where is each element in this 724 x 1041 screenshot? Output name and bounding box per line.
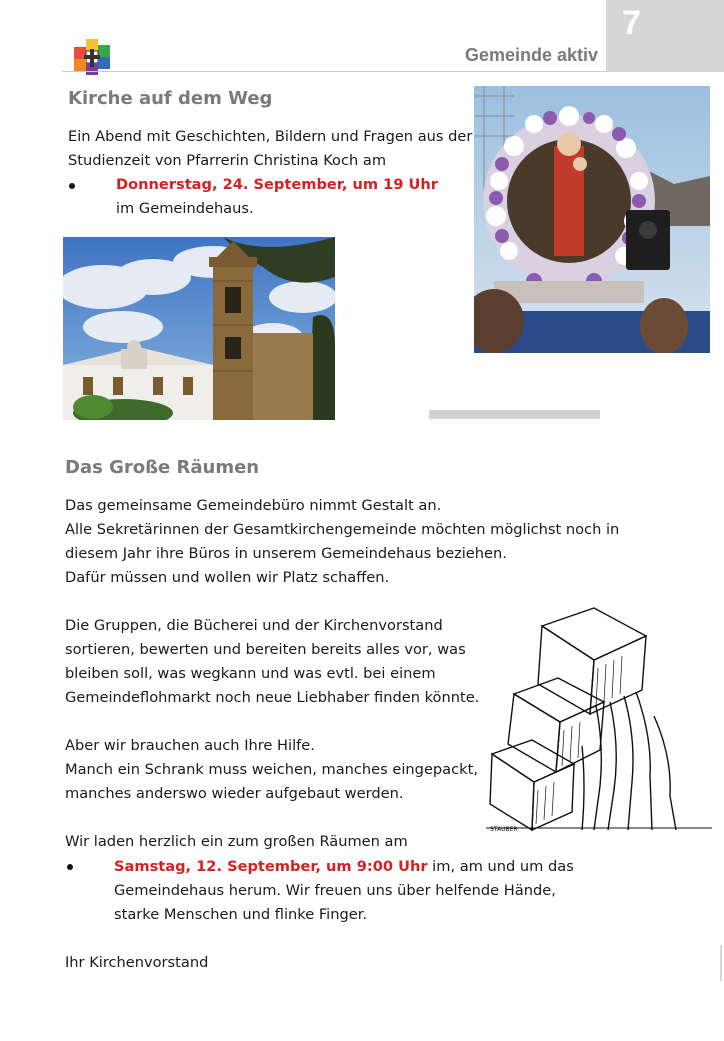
section-title-kirche-auf-dem-weg: Kirche auf dem Weg bbox=[68, 88, 273, 109]
decorative-bar bbox=[429, 410, 600, 419]
paragraph-line: manches anderswo wieder aufgebaut werden. bbox=[65, 785, 404, 802]
bullet-icon bbox=[69, 183, 75, 189]
paragraph-line: Dafür müssen und wollen wir Platz schaffen. bbox=[65, 569, 390, 586]
paragraph-line: Das gemeinsame Gemeindebüro nimmt Gestalt an. bbox=[65, 497, 442, 514]
section1-intro-line: Studienzeit von Pfarrerin Christina Koch am bbox=[68, 152, 387, 169]
event-text: im, am und um das bbox=[427, 858, 574, 875]
section-title-das-grosse-raeumen: Das Große Räumen bbox=[65, 457, 260, 478]
paragraph-line: Die Gruppen, die Bücherei und der Kirchenvorstand bbox=[65, 617, 443, 634]
section2-paragraph-2 bbox=[65, 614, 479, 710]
invite-line: Wir laden herzlich ein zum großen Räumen am bbox=[65, 833, 408, 850]
paragraph-line: Gemeindeflohmarkt noch neue Liebhaber finden könnte. bbox=[65, 689, 480, 706]
section2-invite bbox=[65, 830, 408, 854]
section2-paragraph-3 bbox=[65, 734, 478, 806]
section1-event bbox=[116, 173, 438, 221]
procession-photo bbox=[474, 86, 710, 353]
page-edge-mark bbox=[720, 945, 722, 981]
page-number-tab bbox=[606, 0, 724, 72]
paragraph-line: Manch ein Schrank muss weichen, manches eingepackt, bbox=[65, 761, 478, 778]
drawing-signature: STAUBER bbox=[490, 826, 518, 833]
event-date-highlight: Samstag, 12. September, um 9:00 Uhr bbox=[114, 858, 428, 875]
church-tower-photo bbox=[63, 237, 335, 420]
event-location: im Gemeindehaus. bbox=[116, 200, 254, 217]
page-number: 7 bbox=[622, 4, 641, 42]
event-date-highlight: Donnerstag, 24. September, um 19 Uhr bbox=[116, 176, 438, 193]
section2-paragraph-1 bbox=[65, 494, 619, 590]
section2-signature bbox=[65, 951, 208, 975]
signature-line: Ihr Kirchenvorstand bbox=[65, 954, 209, 971]
section1-intro-line: Ein Abend mit Geschichten, Bildern und Fragen aus der bbox=[68, 128, 473, 145]
bullet-icon bbox=[67, 864, 73, 870]
event-text: starke Menschen und flinke Finger. bbox=[114, 906, 368, 923]
header-title: Gemeinde aktiv bbox=[464, 45, 598, 65]
header-divider bbox=[62, 71, 608, 72]
section2-event bbox=[114, 855, 574, 927]
section1-intro bbox=[68, 125, 472, 173]
paragraph-line: Alle Sekretärinnen der Gesamtkirchengemeinde möchten möglichst noch in bbox=[65, 521, 620, 538]
paragraph-line: diesem Jahr ihre Büros in unserem Gemeindehaus beziehen. bbox=[65, 545, 507, 562]
boxes-sketch-drawing bbox=[486, 606, 712, 836]
event-text: Gemeindehaus herum. Wir freuen uns über helfende Hände, bbox=[114, 882, 556, 899]
paragraph-line: Aber wir brauchen auch Ihre Hilfe. bbox=[65, 737, 315, 754]
paragraph-line: sortieren, bewerten und bereiten bereits alles vor, was bbox=[65, 641, 466, 658]
paragraph-line: bleiben soll, was wegkann und was evtl. bei einem bbox=[65, 665, 436, 682]
